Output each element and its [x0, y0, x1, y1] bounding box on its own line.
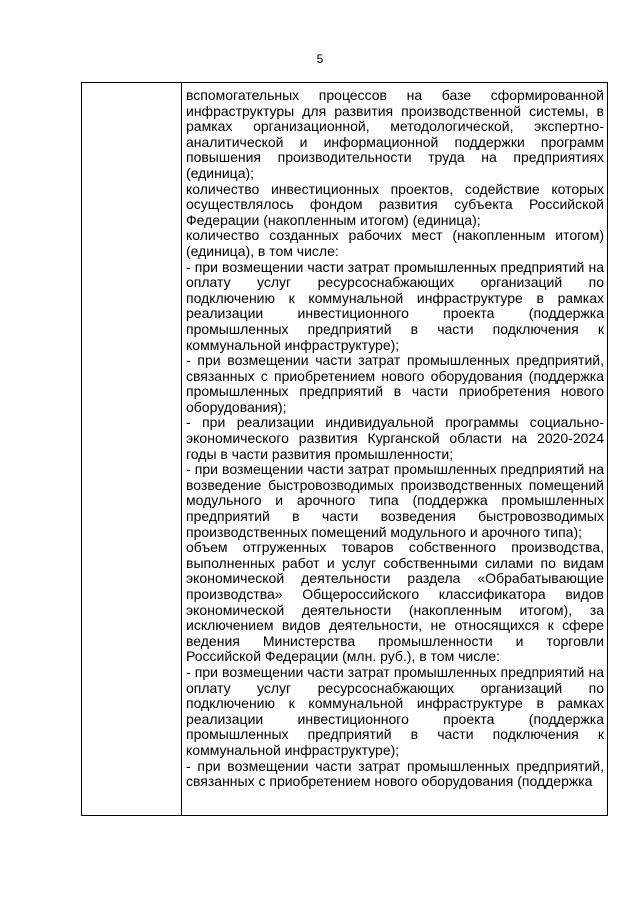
- paragraph: - при реализации индивидуальной программы социально-экономического развития Курганской области на 2020-2024 годы в части развития промышленности;: [186, 414, 604, 462]
- paragraph: количество инвестиционных проектов, содействие которых осуществлялось фондом развития субъекта Российской Федерации (накопленным итогом) (единица);: [186, 180, 604, 228]
- paragraph: - при возмещении части затрат промышленных предприятий на оплату услуг ресурсоснабжающих организаций по подключению к коммунальной инфраструктуре в рамках реализации инвестиционного проекта (поддержка промышленных предприятий в части подключения к коммунальной инфраструктуре);: [186, 663, 604, 758]
- document-table: [81, 82, 608, 816]
- page-number: 5: [316, 52, 324, 66]
- paragraph: - при возмещении части затрат промышленных предприятий на возведение быстровозводимых производственных помещений модульного и арочного типа (поддержка промышленных предприятий в части возведения быстровозводимых производственных помещений модульного и арочного типа);: [186, 461, 604, 540]
- paragraph: - при возмещении части затрат промышленных предприятий на оплату услуг ресурсоснабжающих организаций по подключению к коммунальной инфраструктуре в рамках реализации инвестиционного проекта (поддержка промышленных предприятий в части подключения к коммунальной инфраструктуре);: [186, 258, 604, 353]
- paragraph: - при возмещении части затрат промышленных предприятий, связанных с приобретением нового оборудования (поддержка: [186, 757, 604, 790]
- table-right-cell: [186, 88, 604, 790]
- paragraph: вспомогательных процессов на базе сформированной инфраструктуры для развития производственной системы, в рамках организационной, методологической, экспертно-аналитической и информационной поддержки программ повышения производительности труда на предприятиях (единица);: [186, 87, 604, 181]
- paragraph: - при возмещении части затрат промышленных предприятий, связанных с приобретением нового оборудования (поддержка промышленных предприятий в части приобретения нового оборудования);: [186, 352, 604, 415]
- table-left-cell: [82, 83, 182, 815]
- paragraph: объем отгруженных товаров собственного производства, выполненных работ и услуг собственными силами по видам экономической деятельности раздела «Обрабатывающие производства» Общероссийского классификатора видов экономической деятельности (накопленным итогом), за исключением видов деятельности, не относящихся к сфере ведения Министерства промышленности и торговли Российской Федерации (млн. руб.), в том числе:: [186, 539, 604, 665]
- paragraph: количество созданных рабочих мест (накопленным итогом) (единица), в том числе:: [186, 227, 604, 259]
